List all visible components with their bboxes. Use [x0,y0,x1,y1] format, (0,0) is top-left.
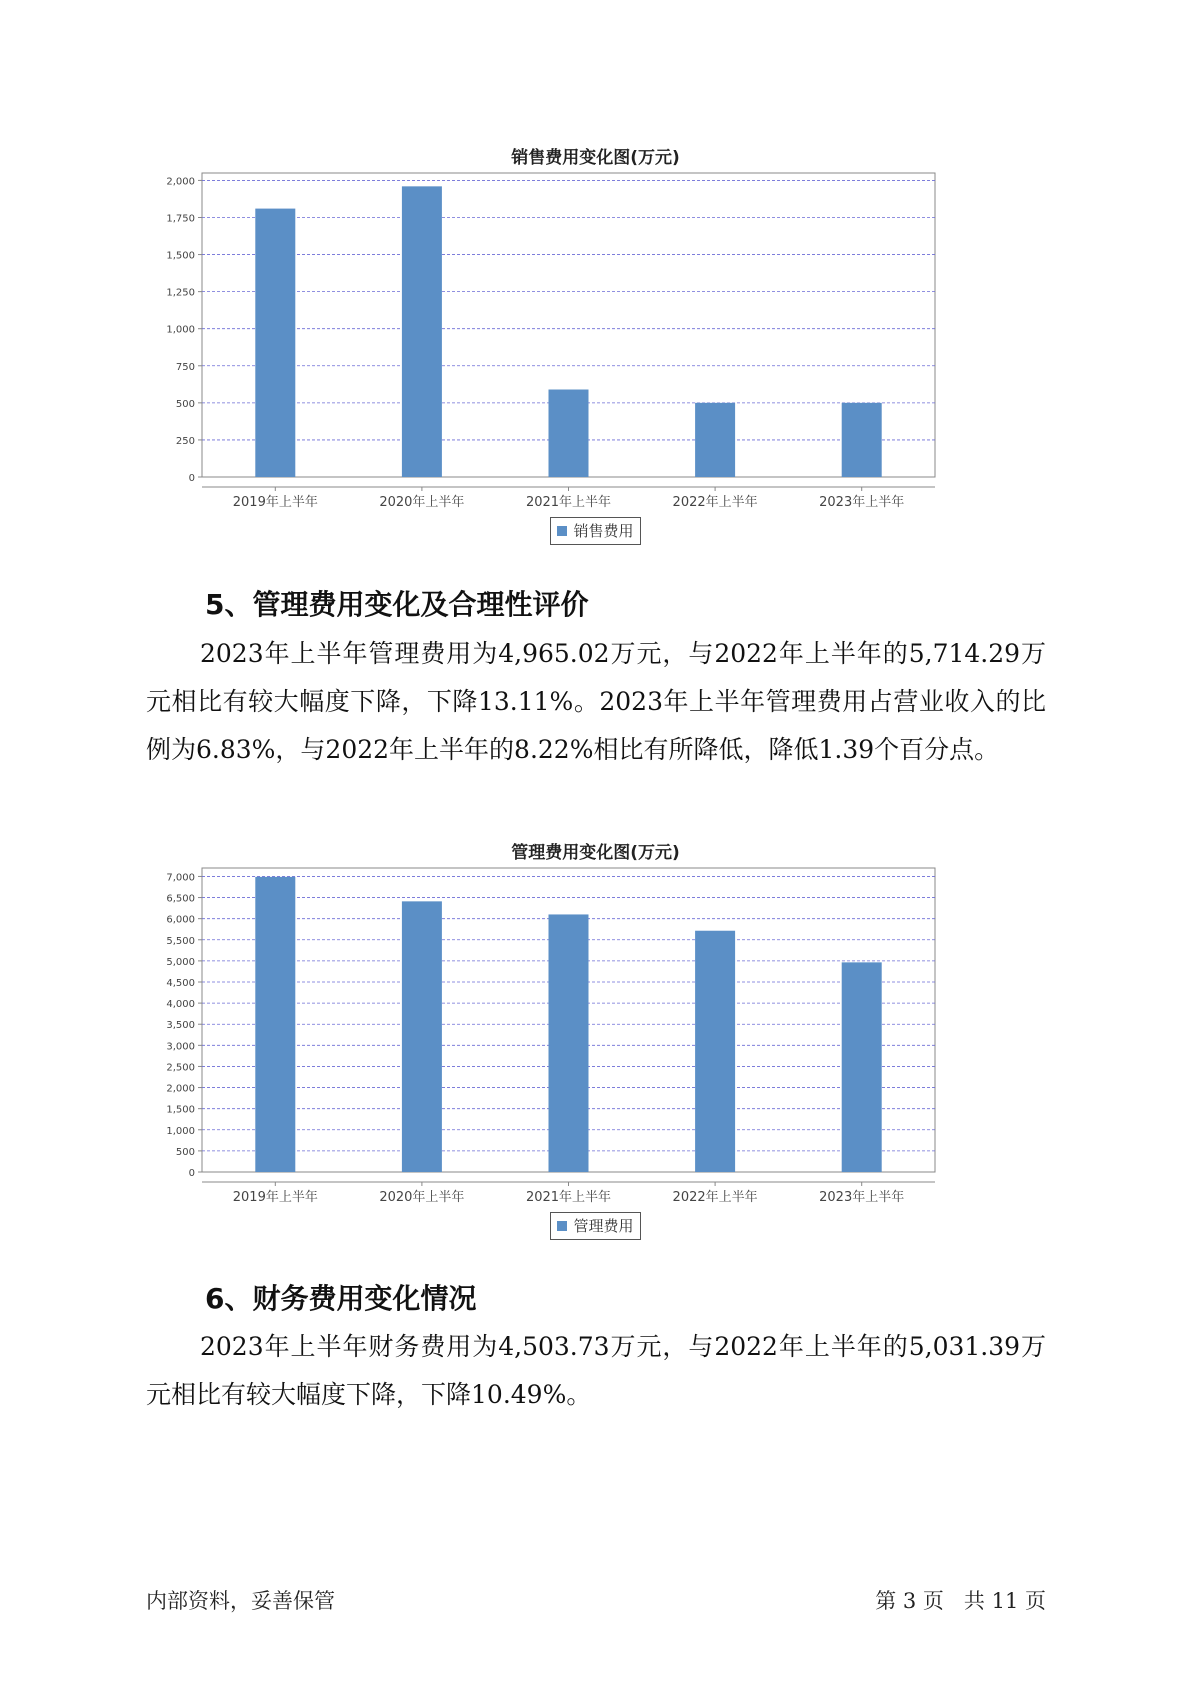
y-tick-label: 2,000 [166,176,195,188]
admin-chart-legend [0,1212,1191,1240]
sales-expense-chart [130,165,1030,510]
y-tick-label: 3,000 [166,1041,195,1053]
y-tick-label: 250 [175,435,195,447]
y-tick-label: 0 [188,1168,195,1179]
y-tick-label: 1,000 [166,1125,195,1137]
section-heading-finance: 6、财务费用变化情况 [205,1282,477,1315]
bar [402,186,442,477]
admin-expense-chart [130,860,1030,1205]
x-tick-label: 2021年上半年 [525,495,612,510]
y-tick-label: 1,500 [166,1104,195,1116]
bar [695,931,735,1172]
footer-page-number: 第 3 页 共 11 页 [875,1589,1046,1613]
sales-chart-title: 销售费用变化图(万元) [511,148,680,168]
y-tick-label: 1,500 [166,250,195,262]
section-heading-admin: 5、管理费用变化及合理性评价 [205,588,589,621]
legend-label: 销售费用 [573,522,634,540]
y-tick-label: 5,500 [166,935,195,947]
y-tick-label: 1,750 [166,213,195,225]
paragraph-admin: 2023年上半年管理费用为4,965.02万元，与2022年上半年的5,714.29万元相比有较大幅度下降，下降13.11%。2023年上半年管理费用占营业收入的比例为6.83%，与2022年上半年的8.22%相比有所降低，降低1.39个百分点。 [146,639,1046,764]
bar [842,403,882,477]
legend-label: 管理费用 [573,1217,634,1235]
x-tick-label: 2022年上半年 [672,1190,758,1205]
y-tick-label: 4,000 [166,999,195,1011]
y-tick-label: 1,000 [166,324,195,336]
x-tick-label: 2023年上半年 [819,1190,905,1205]
legend-swatch [557,1221,567,1231]
y-tick-label: 5,000 [166,956,195,968]
y-tick-label: 500 [175,1146,195,1158]
x-tick-label: 2021年上半年 [525,1190,612,1205]
y-tick-label: 0 [188,473,195,484]
x-tick-label: 2020年上半年 [379,1190,465,1205]
footer-confidential-note: 内部资料，妥善保管 [146,1589,335,1613]
paragraph-finance: 2023年上半年财务费用为4,503.73万元，与2022年上半年的5,031.39万元相比有较大幅度下降，下降10.49%。 [146,1332,1046,1409]
y-tick-label: 6,500 [166,893,195,905]
bar [842,962,882,1172]
admin-chart-title: 管理费用变化图(万元) [511,843,680,863]
y-tick-label: 2,500 [166,1062,195,1074]
y-tick-label: 3,500 [166,1020,195,1032]
y-tick-label: 4,500 [166,978,195,989]
y-tick-label: 500 [175,398,195,410]
bar [549,914,589,1172]
x-tick-label: 2020年上半年 [379,495,465,510]
bar [255,877,295,1172]
bar [549,390,589,477]
x-tick-label: 2019年上半年 [232,495,318,510]
y-tick-label: 2,000 [166,1083,195,1095]
bar [402,901,442,1172]
x-tick-label: 2019年上半年 [232,1190,318,1205]
bar [255,209,295,477]
y-tick-label: 7,000 [166,872,195,884]
x-tick-label: 2022年上半年 [672,495,758,510]
legend-swatch [557,526,567,536]
y-tick-label: 750 [175,361,195,373]
x-tick-label: 2023年上半年 [819,495,905,510]
y-tick-label: 1,250 [166,287,195,299]
sales-chart-legend [0,517,1191,545]
bar [695,403,735,477]
y-tick-label: 6,000 [166,914,195,926]
